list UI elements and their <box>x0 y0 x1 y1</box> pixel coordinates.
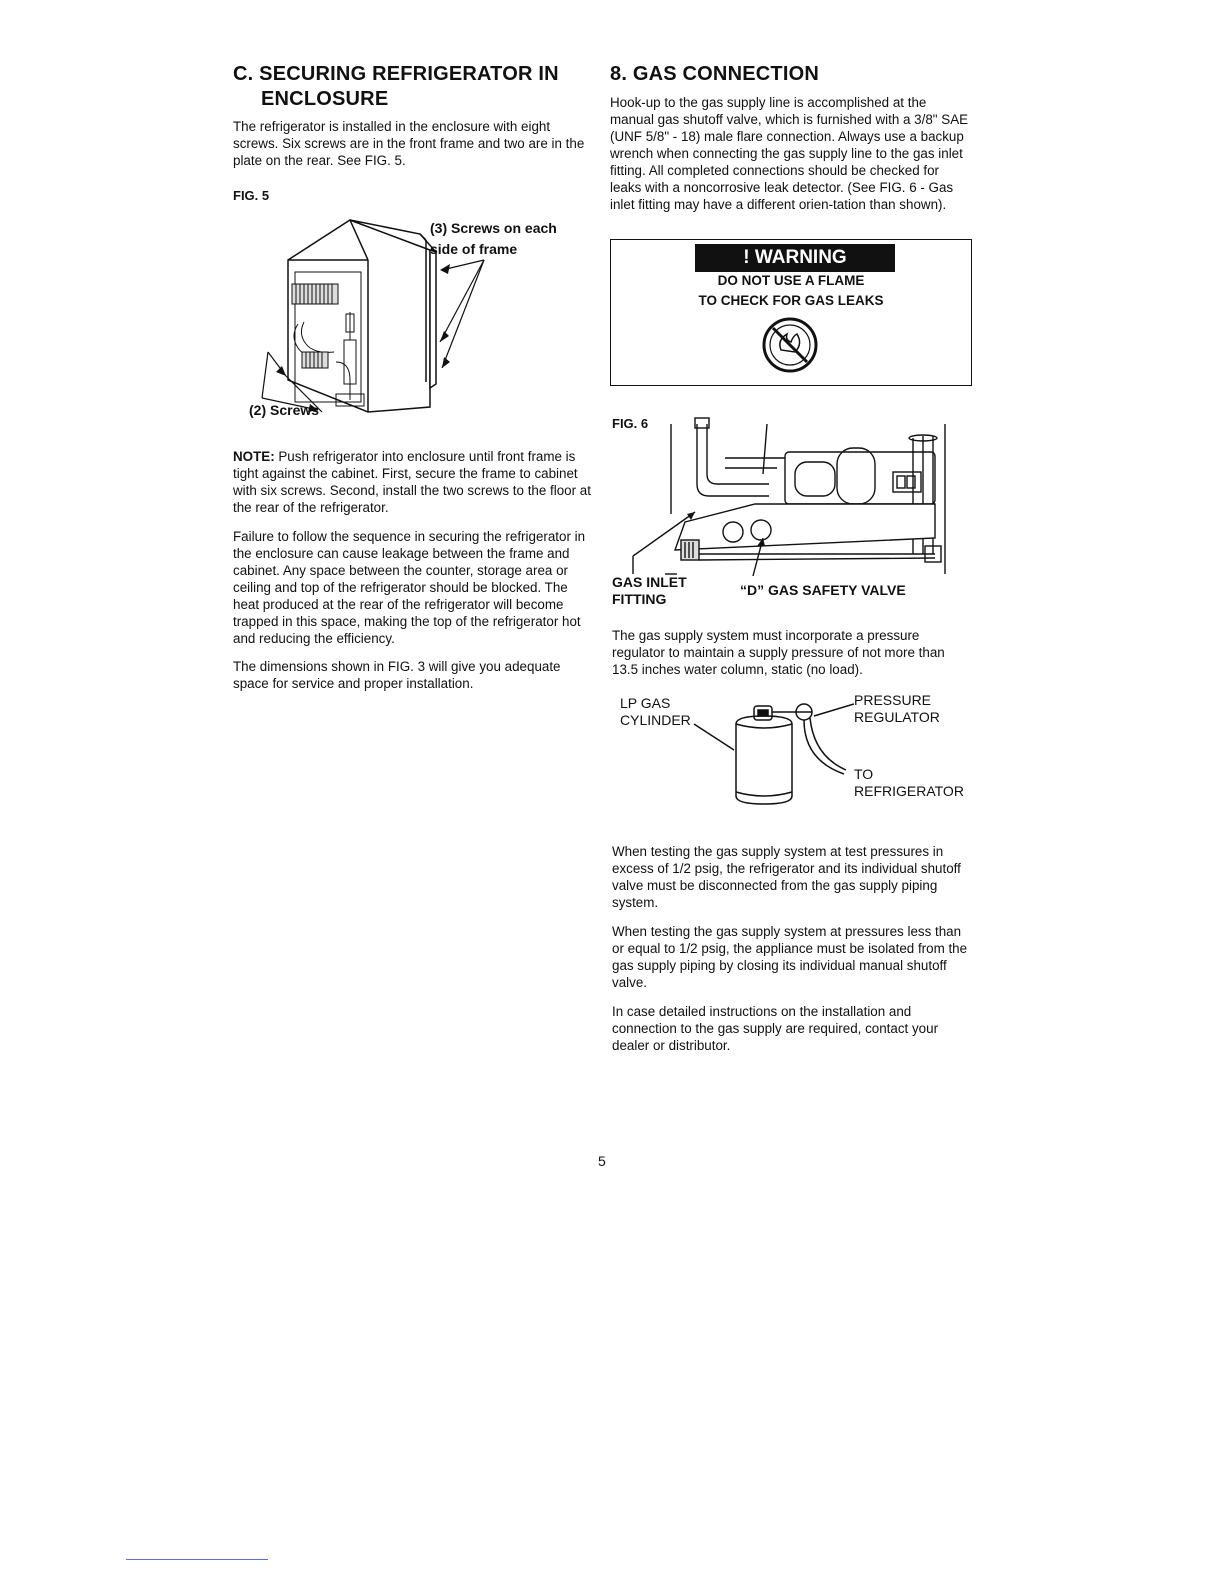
warning-title: ! WARNING <box>695 244 895 272</box>
lp-gas-cylinder-label <box>620 695 691 729</box>
warning-box <box>610 239 972 386</box>
to-line1: TO <box>854 766 874 782</box>
fig5-label: FIG. 5 <box>233 188 270 203</box>
note-paragraph <box>233 448 591 516</box>
lp-gas-line1: LP GAS <box>620 695 671 711</box>
fig6-label: FIG. 6 <box>612 416 649 431</box>
note-text: Push refrigerator into enclosure until front frame is tight against the cabinet. First, secure the frame to cabinet with six screws. Second, install the two screws to the floor at the rear of the refrigerator. <box>233 449 591 515</box>
pressure-line1: PRESSURE <box>854 692 932 708</box>
fig5-callout-side-screws <box>430 218 557 260</box>
section-c-intro: The refrigerator is installed in the enclosure with eight screws. Six screws are in the front frame and two are in the plate on the rear. See FIG. 5. <box>233 119 585 168</box>
contact-paragraph: In case detailed instructions on the installation and connection to the gas supply are required, contact your dealer or distributor. <box>612 1004 939 1053</box>
gas-inlet-line1: GAS INLET <box>612 574 687 590</box>
pressure-regulator-label <box>854 692 940 726</box>
note-label: NOTE: <box>233 449 275 464</box>
test-high-pressure-paragraph: When testing the gas supply system at test pressures in excess of 1/2 psig, the refrigerator and its individual shutoff valve must be disconnected from the gas supply piping system. <box>612 844 961 910</box>
test-low-pressure-paragraph: When testing the gas supply system at pressures less than or equal to 1/2 psig, the appliance must be isolated from the gas supply piping by closing its individual manual shutoff valve. <box>612 924 968 990</box>
section-c-heading-line1: C. SECURING REFRIGERATOR IN <box>233 63 559 85</box>
lp-gas-cylinder-illustration <box>690 696 854 810</box>
fig5-callout-line1: (3) Screws on each <box>430 220 557 236</box>
gas-inlet-fitting-label <box>612 574 687 608</box>
lp-gas-line2: CYLINDER <box>620 712 691 728</box>
fig6-gas-valve-illustration <box>625 414 955 579</box>
fig5-callout-line2: side of frame <box>430 241 518 257</box>
regulator-paragraph: The gas supply system must incorporate a pressure regulator to maintain a supply pressure of not more than 13.5 inches water column, static (no load). <box>612 628 945 677</box>
page-bottom-rule <box>126 1559 268 1560</box>
to-refrigerator-label <box>854 766 964 800</box>
no-flame-icon <box>761 316 819 374</box>
gas-connection-intro: Hook-up to the gas supply line is accomplished at the manual gas shutoff valve, which is furnished with a 3/8" SAE (UNF 5/8" - 18) male flare connection. Always use a backup wrench when connecting the gas supply line to the gas inlet fitting. All completed connections should be checked for leaks with a noncorrosive leak detector. (See FIG. 6 - Gas inlet fitting may have a different orien-tation than shown). <box>610 95 969 212</box>
gas-safety-valve-label: “D” GAS SAFETY VALVE <box>740 582 906 598</box>
dimensions-paragraph: The dimensions shown in FIG. 3 will give you adequate space for service and proper installation. <box>233 659 561 691</box>
section-c-heading-line2: ENCLOSURE <box>261 88 389 110</box>
warning-line2: TO CHECK FOR GAS LEAKS <box>698 293 884 308</box>
page-number: 5 <box>598 1153 606 1169</box>
warning-line1: DO NOT USE A FLAME <box>717 273 865 288</box>
section-8-heading: 8. GAS CONNECTION <box>610 63 819 85</box>
pressure-line2: REGULATOR <box>854 709 940 725</box>
failure-paragraph: Failure to follow the sequence in securing the refrigerator in the enclosure can cause leakage between the frame and cabinet. Any space between the counter, storage area or ceiling and top of the refrigerator should be blocked. The heat produced at the rear of the refrigerator will become trapped in this space, making the top of the refrigerator hot and reducing the efficiency. <box>233 529 586 646</box>
to-line2: REFRIGERATOR <box>854 783 964 799</box>
fig5-callout-rear-screws: (2) Screws <box>249 402 320 418</box>
gas-inlet-line2: FITTING <box>612 591 667 607</box>
